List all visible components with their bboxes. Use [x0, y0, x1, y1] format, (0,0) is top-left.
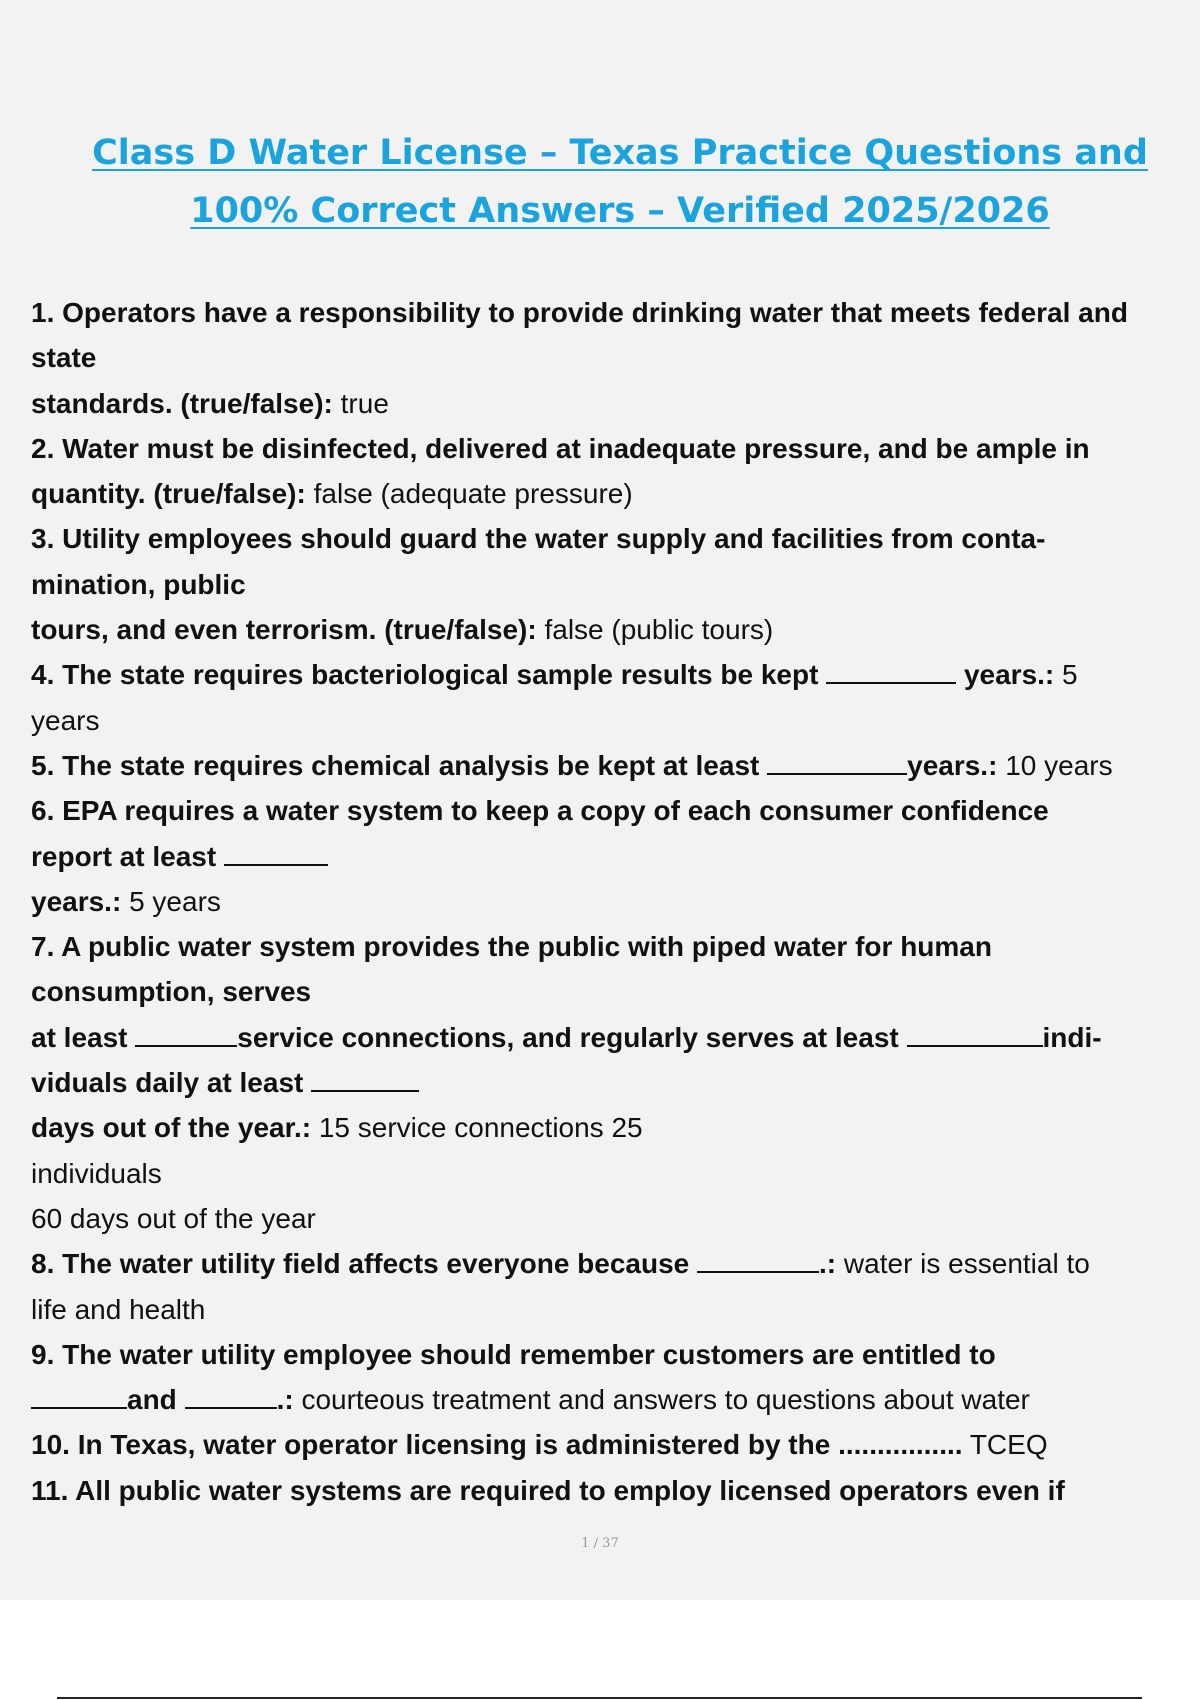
question-1-line-1: 1. Operators have a responsibility to provide drinking water that meets federal and: [31, 297, 1128, 328]
question-8-text-end: .:: [819, 1248, 837, 1280]
page-number: 1 / 37: [581, 1536, 619, 1551]
question-2-text-end: quantity. (true/false):: [31, 478, 306, 510]
question-list: [31, 290, 1200, 1513]
answer-7-continued-2: 60 days out of the year: [31, 1202, 316, 1234]
question-6-line-3: [31, 879, 1200, 924]
question-7-text-b: service connections, and regularly serves at least: [237, 1021, 907, 1053]
fill-blank: [907, 1023, 1043, 1047]
question-4-text-end: years.:: [956, 659, 1055, 691]
question-10-text: 10. In Texas, water operator licensing is administered by the: [31, 1429, 839, 1461]
answer-6: 5 years: [121, 885, 221, 917]
question-1-line-3: [31, 381, 1200, 426]
question-7-line-4: [31, 1060, 1200, 1105]
fill-blank: [697, 1249, 819, 1273]
answer-7: 15 service connections 25: [311, 1112, 643, 1144]
answer-2: false (adequate pressure): [305, 478, 633, 510]
answer-10: TCEQ: [962, 1429, 1048, 1461]
question-6-line-2: [31, 834, 1200, 879]
question-6-text: report at least: [31, 840, 224, 872]
fill-blank: [185, 1385, 277, 1409]
answer-1: true: [332, 387, 389, 419]
question-1-text-end: standards. (true/false):: [31, 387, 333, 419]
question-5-text: 5. The state requires chemical analysis be kept at least: [31, 749, 768, 781]
answer-4-continued: years: [31, 704, 100, 736]
document-title: [40, 124, 1200, 240]
answer-5: 10 years: [997, 749, 1113, 781]
question-9-text-end: .:: [276, 1384, 294, 1416]
question-2-line-1: 2. Water must be disinfected, delivered at inadequate pressure, and be ample in: [31, 432, 1090, 464]
question-3-line-1: 3. Utility employees should guard the water supply and facilities from conta-: [31, 523, 1046, 555]
question-4-line-1: [31, 652, 1200, 697]
question-9-text: and: [127, 1384, 185, 1416]
answer-8: water is essential to: [836, 1248, 1090, 1280]
fill-blank: [826, 660, 956, 684]
question-3-line-3: [31, 607, 1200, 652]
question-3-line-2: mination, public: [31, 568, 246, 600]
question-6-text-end: years.:: [31, 885, 122, 917]
title-line-2: 100% Correct Answers – Verified 2025/2026: [190, 191, 1050, 231]
title-line-1: Class D Water License – Texas Practice Questions and: [92, 133, 1148, 173]
question-7-line-1: 7. A public water system provides the public with piped water for human: [31, 931, 992, 963]
question-2-line-2: [31, 471, 1200, 516]
question-10-line-1: [31, 1422, 1200, 1467]
question-10-dots: ................: [838, 1429, 963, 1461]
fill-blank: [224, 842, 328, 866]
question-7-line-5: [31, 1105, 1200, 1150]
answer-7-continued-1: individuals: [31, 1157, 162, 1189]
fill-blank: [135, 1023, 237, 1047]
answer-9: courteous treatment and answers to questions about water: [293, 1384, 1030, 1416]
next-page-rule: [57, 1697, 1142, 1699]
question-7-line-3: [31, 1015, 1200, 1060]
question-7-line-2: consumption, serves: [31, 976, 312, 1008]
answer-4: 5: [1054, 659, 1078, 691]
fill-blank: [311, 1068, 419, 1092]
question-4-text: 4. The state requires bacteriological sample results be kept: [31, 659, 827, 691]
fill-blank: [767, 751, 907, 775]
question-9-line-1: 9. The water utility employee should remember customers are entitled to: [31, 1338, 996, 1370]
question-3-text-end: tours, and even terrorism. (true/false):: [31, 614, 537, 646]
question-11-line-1: 11. All public water systems are required to employ licensed operators even if: [31, 1474, 1065, 1506]
question-5-line-1: [31, 743, 1200, 788]
question-8-text: 8. The water utility field affects everyone because: [31, 1248, 698, 1280]
fill-blank: [31, 1385, 127, 1409]
question-1-line-2: state: [31, 342, 97, 374]
answer-3: false (public tours): [536, 614, 774, 646]
question-7-text-d: viduals daily at least: [31, 1067, 312, 1099]
question-7-text-a: at least: [31, 1021, 136, 1053]
answer-8-continued: life and health: [31, 1293, 206, 1325]
question-7-text-c: indi-: [1042, 1021, 1102, 1053]
question-9-line-2: [31, 1377, 1200, 1422]
question-6-line-1: 6. EPA requires a water system to keep a copy of each consumer confidence: [31, 795, 1049, 827]
question-7-text-end: days out of the year.:: [31, 1112, 312, 1144]
question-5-text-end: years.:: [907, 749, 998, 781]
question-8-line-1: [31, 1241, 1200, 1286]
